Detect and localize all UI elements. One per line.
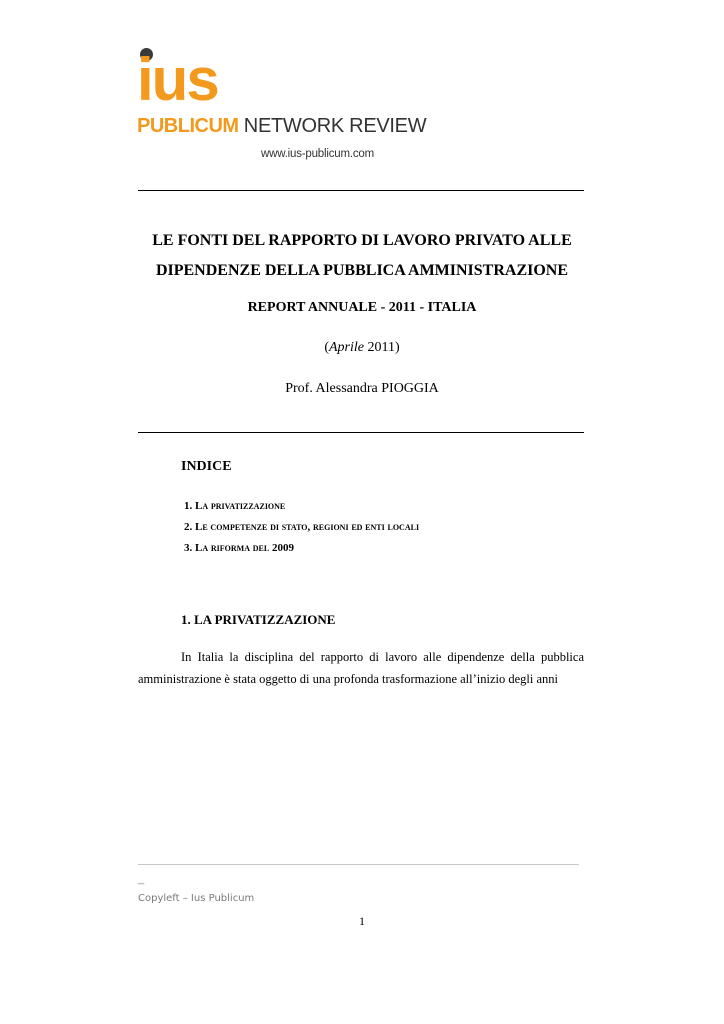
body-paragraph: In Italia la disciplina del rapporto di lavoro alle dipendenze della pubblica amministrazione è stata oggetto di una profonda trasformazione all’inizio degli anni: [138, 650, 584, 686]
footer-dash: _: [138, 873, 145, 885]
page-number: 1: [359, 914, 365, 928]
toc-item-competenze[interactable]: [184, 521, 419, 533]
toc-item-number: 1.: [184, 500, 195, 512]
logo-name-publicum: PUBLICUM: [137, 115, 239, 137]
toc-item-initial: L: [195, 500, 203, 512]
date-month: Aprile: [329, 340, 364, 355]
toc-item-initial: L: [195, 542, 203, 554]
toc-item-initial: L: [195, 521, 203, 533]
top-divider: [138, 190, 584, 191]
toc-item-number: 3.: [184, 542, 195, 554]
toc-item-number: 2.: [184, 521, 195, 533]
logo-brand: ius: [137, 46, 218, 113]
document-title-line-1: LE FONTI DEL RAPPORTO DI LAVORO PRIVATO ALLE: [152, 232, 572, 249]
footer-copyleft: Copyleft – Ius Publicum: [138, 893, 255, 904]
footnote-divider: [138, 864, 579, 865]
document-author: Prof. Alessandra PIOGGIA: [285, 381, 439, 396]
index-heading: INDICE: [181, 459, 232, 474]
toc-item-year: 2009: [271, 542, 294, 554]
document-title-line-2: DIPENDENZE DELLA PUBBLICA AMMINISTRAZIONE: [155, 262, 569, 279]
logo-name: [137, 115, 426, 137]
logo-url: www.ius-publicum.com: [261, 148, 374, 160]
header-divider: [138, 432, 584, 433]
toc-item-label: e competenze di stato, regioni ed enti locali: [202, 521, 420, 533]
toc-item-privatizzazione[interactable]: [184, 500, 285, 512]
date-year: 2011): [364, 340, 400, 355]
toc-item-label: a privatizzazione: [202, 500, 286, 512]
toc-item-riforma[interactable]: [184, 542, 294, 554]
logo-name-network-review: NETWORK REVIEW: [238, 115, 427, 137]
report-subtitle: REPORT ANNUALE - 2011 - ITALIA: [247, 300, 477, 315]
document-date: [100, 340, 624, 356]
section-body: [138, 646, 584, 690]
section-heading: 1. LA PRIVATIZZAZIONE: [181, 612, 336, 627]
toc-item-label: a riforma del: [202, 542, 272, 554]
ius-publicum-logo: [137, 44, 427, 168]
date-open: (: [324, 340, 329, 355]
